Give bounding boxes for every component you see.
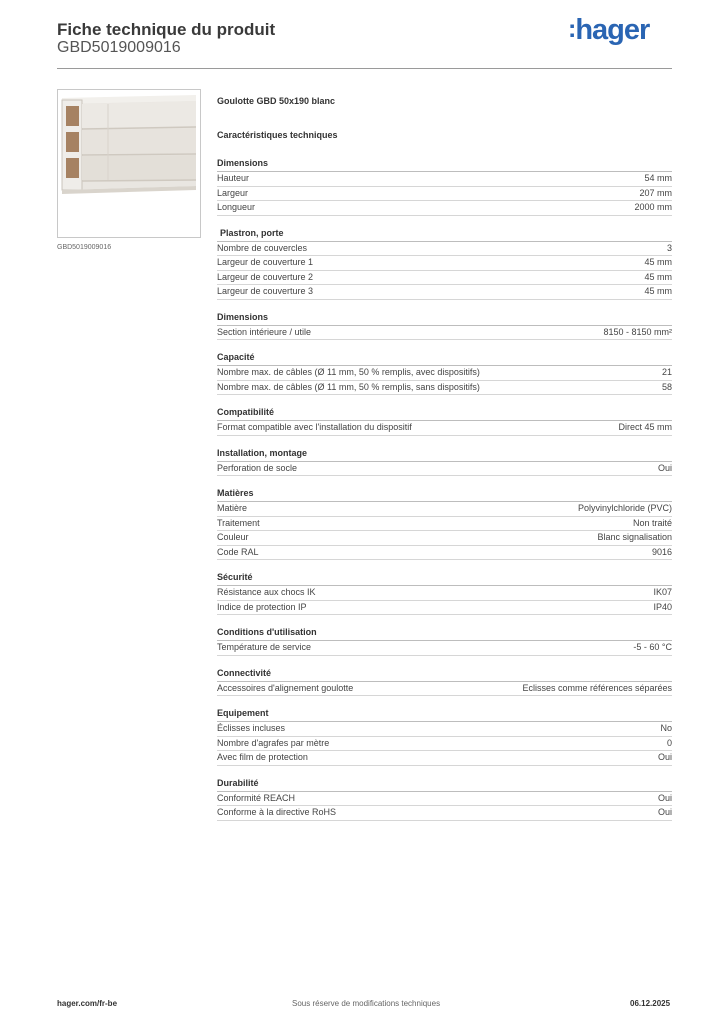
section-title: Matières bbox=[217, 487, 672, 502]
spec-row bbox=[217, 172, 672, 187]
spec-value: 45 mm bbox=[644, 257, 672, 267]
spec-value: 9016 bbox=[651, 546, 672, 557]
spec-row bbox=[217, 792, 672, 807]
spec-value: 58 bbox=[661, 381, 672, 392]
spec-value: 2000 mm bbox=[634, 202, 672, 212]
product-code: GBD5019009016 bbox=[57, 39, 181, 56]
spec-value: 0 bbox=[666, 737, 672, 748]
cable-trunking-photo-icon bbox=[58, 90, 200, 237]
section-title: Installation, montage bbox=[217, 447, 672, 462]
footer-date: 06.12.2025 bbox=[630, 999, 671, 1008]
spec-row bbox=[217, 285, 672, 300]
spec-row bbox=[217, 381, 672, 396]
spec-section bbox=[217, 707, 672, 766]
spec-label: Largeur bbox=[217, 187, 249, 198]
spec-row bbox=[217, 531, 672, 546]
spec-label: Section intérieure / utile bbox=[217, 326, 312, 337]
spec-value: Eclisses comme références séparées bbox=[522, 682, 672, 693]
spec-label: Nombre max. de câbles (Ø 11 mm, 50 % remplis, sans dispositifs) bbox=[217, 381, 480, 392]
section-title: Connectivité bbox=[217, 667, 672, 682]
spec-row bbox=[217, 682, 672, 697]
spec-label: Accessoires d'alignement goulotte bbox=[217, 682, 354, 693]
spec-section bbox=[217, 777, 672, 821]
spec-value: Oui bbox=[657, 807, 672, 817]
spec-section bbox=[217, 447, 672, 477]
spec-row bbox=[217, 421, 672, 436]
spec-label: Format compatible avec l'installation du dispositif bbox=[217, 422, 412, 432]
spec-section bbox=[217, 667, 672, 697]
spec-label: Température de service bbox=[217, 642, 312, 652]
spec-row bbox=[217, 546, 672, 561]
section-title: Equipement bbox=[217, 707, 672, 722]
spec-row bbox=[217, 326, 672, 341]
section-title: Dimensions bbox=[217, 157, 672, 172]
spec-row bbox=[217, 366, 672, 381]
spec-label: Hauteur bbox=[217, 173, 250, 183]
spec-label: Avec film de protection bbox=[217, 752, 308, 762]
header-divider bbox=[57, 68, 672, 69]
image-caption: GBD5019009016 bbox=[57, 244, 112, 251]
spec-section bbox=[217, 571, 672, 615]
spec-row bbox=[217, 201, 672, 216]
spec-label: Conforme à la directive RoHS bbox=[217, 807, 337, 817]
spec-section bbox=[217, 227, 672, 300]
section-title: Capacité bbox=[217, 351, 672, 366]
spec-section bbox=[217, 487, 672, 560]
page-title: Fiche technique du produit bbox=[57, 20, 276, 39]
hager-logo[interactable]: :hager bbox=[568, 14, 650, 46]
spec-row bbox=[217, 806, 672, 821]
spec-row bbox=[217, 462, 672, 477]
spec-value: Oui bbox=[657, 462, 672, 473]
spec-row bbox=[217, 271, 672, 286]
section-title: Conditions d'utilisation bbox=[217, 626, 672, 641]
spec-label: Nombre d'agrafes par mètre bbox=[217, 737, 330, 748]
spec-label: Nombre max. de câbles (Ø 11 mm, 50 % remplis, avec dispositifs) bbox=[217, 367, 480, 377]
spec-content bbox=[217, 96, 672, 821]
spec-row bbox=[217, 641, 672, 656]
spec-row bbox=[217, 586, 672, 601]
spec-section bbox=[217, 311, 672, 341]
spec-value: 3 bbox=[666, 242, 672, 253]
spec-label: Matière bbox=[217, 503, 248, 513]
section-title: Sécurité bbox=[217, 571, 672, 586]
spec-value: Direct 45 mm bbox=[618, 422, 672, 432]
spec-row bbox=[217, 517, 672, 532]
spec-value: 21 bbox=[661, 367, 672, 377]
spec-sections bbox=[217, 157, 672, 821]
spec-value: 8150 - 8150 mm² bbox=[603, 326, 672, 337]
spec-label: Code RAL bbox=[217, 546, 259, 557]
footer-notice: Sous réserve de modifications techniques bbox=[292, 999, 441, 1008]
spec-label: Largeur de couverture 3 bbox=[217, 286, 314, 296]
spec-value: 45 mm bbox=[644, 286, 672, 296]
spec-label: Largeur de couverture 2 bbox=[217, 271, 314, 282]
spec-section bbox=[217, 626, 672, 656]
spec-label: Traitement bbox=[217, 517, 260, 528]
section-title: Compatibilité bbox=[217, 406, 672, 421]
spec-row bbox=[217, 256, 672, 271]
product-name: Goulotte GBD 50x190 blanc bbox=[217, 96, 336, 106]
spec-value: 45 mm bbox=[644, 271, 672, 282]
spec-row bbox=[217, 737, 672, 752]
spec-label: Conformité REACH bbox=[217, 792, 296, 803]
spec-label: Couleur bbox=[217, 532, 249, 542]
spec-label: Largeur de couverture 1 bbox=[217, 257, 314, 267]
logo-text: hager bbox=[575, 14, 650, 46]
spec-row bbox=[217, 502, 672, 517]
section-title: Durabilité bbox=[217, 777, 672, 792]
spec-row bbox=[217, 187, 672, 202]
spec-label: Indice de protection IP bbox=[217, 601, 307, 612]
spec-section bbox=[217, 157, 672, 216]
spec-value: Non traité bbox=[632, 517, 672, 528]
section-title: Dimensions bbox=[217, 311, 672, 326]
spec-value: Oui bbox=[657, 792, 672, 803]
spec-row bbox=[217, 722, 672, 737]
spec-value: No bbox=[660, 723, 672, 733]
spec-value: IK07 bbox=[653, 587, 672, 597]
section-title: Plastron, porte bbox=[217, 227, 672, 242]
spec-value: -5 - 60 °C bbox=[633, 642, 672, 652]
spec-row bbox=[217, 242, 672, 257]
spec-value: IP40 bbox=[653, 601, 672, 612]
spec-row bbox=[217, 601, 672, 616]
spec-row bbox=[217, 751, 672, 766]
spec-value: Blanc signalisation bbox=[597, 532, 672, 542]
spec-section bbox=[217, 351, 672, 395]
spec-label: Résistance aux chocs IK bbox=[217, 587, 316, 597]
spec-heading: Caractéristiques techniques bbox=[217, 130, 338, 140]
spec-label: Longueur bbox=[217, 202, 256, 212]
spec-value: 54 mm bbox=[644, 173, 672, 183]
spec-value: 207 mm bbox=[639, 187, 672, 198]
product-image bbox=[57, 89, 201, 238]
spec-value: Polyvinylchloride (PVC) bbox=[577, 503, 672, 513]
spec-label: Perforation de socle bbox=[217, 462, 298, 473]
spec-label: Nombre de couvercles bbox=[217, 242, 308, 253]
spec-label: Éclisses incluses bbox=[217, 723, 286, 733]
spec-section bbox=[217, 406, 672, 436]
footer-website[interactable]: hager.com/fr-be bbox=[57, 999, 118, 1008]
spec-value: Oui bbox=[657, 752, 672, 762]
